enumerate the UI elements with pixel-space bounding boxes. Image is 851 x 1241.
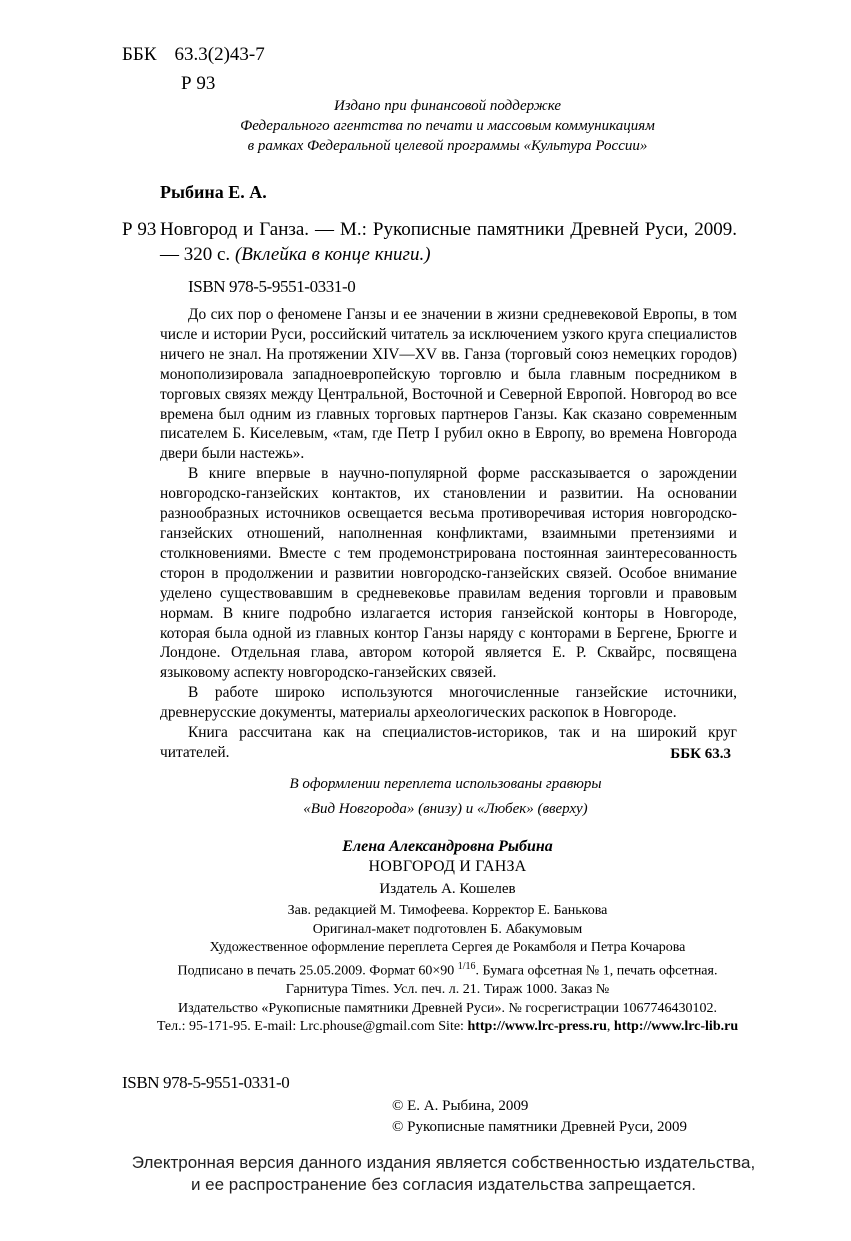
site-link-2[interactable]: http://www.lrc-lib.ru	[613, 1019, 739, 1035]
copyright-line: © Е. А. Рыбина, 2009	[392, 1098, 529, 1114]
insert-note: (Вклейка в конце книги.)	[234, 244, 431, 265]
site-link-1[interactable]: http://www.lrc-press.ru	[467, 1019, 607, 1035]
title-caps: НОВГОРОД И ГАНЗА	[368, 858, 527, 875]
annotation-paragraph: Книга рассчитана как на специалистов-историков, так и на широкий круг читателей.	[160, 724, 737, 761]
isbn-bottom: ISBN 978-5-9551-0331-0	[122, 1073, 290, 1092]
support-line: Издано при финансовой поддержке	[333, 98, 562, 114]
signed-suffix: . Бумага офсетная № 1, печать офсетная.	[475, 963, 718, 979]
support-notice	[0, 96, 851, 156]
publisher-line: Издатель А. Кошелев	[379, 881, 516, 897]
format-fraction: 1/16	[457, 960, 476, 972]
cover-note-line: В оформлении переплета использованы гравюры	[289, 776, 602, 792]
imprint-block	[0, 837, 851, 1037]
signed-line	[22, 958, 851, 981]
author-full-name: Елена Александровна Рыбина	[342, 838, 553, 855]
publishing-house-line: Издательство «Рукописные памятники Древней Руси». № госрегистрации 1067746430102.	[177, 1000, 718, 1016]
electronic-line: Электронная версия данного издания является собственностью издательства,	[131, 1153, 756, 1172]
font-line: Гарнитура Times. Усл. печ. л. 21. Тираж 1000. Заказ №	[285, 982, 610, 998]
copyright-line: © Рукописные памятники Древней Руси, 2009	[392, 1119, 687, 1135]
editor-line: Зав. редакцией М. Тимофеева. Корректор Е. Банькова	[287, 903, 608, 918]
book-title: Новгород и Ганза.	[160, 219, 310, 240]
isbn: ISBN 978-5-9551-0331-0	[188, 277, 356, 296]
cover-note	[0, 772, 851, 822]
signed-prefix: Подписано в печать 25.05.2009. Формат 60×90	[177, 963, 458, 979]
cover-note-line: «Вид Новгорода» (внизу) и «Любек» (вверху)	[303, 801, 588, 817]
annotation	[160, 305, 737, 763]
support-line: в рамках Федеральной целевой программы «Культура России»	[247, 138, 648, 154]
bbk-classification	[122, 44, 283, 66]
annotation-paragraph: До сих пор о феномене Ганзы и ее значении в жизни средневековой Европы, в том числе и истории Руси, российский читатель за исключением узкого круга специалистов ничего не знал. На протяжении XIV—XV вв. Ганза (торговый союз немецких городов) монополизировала западноевропейскую торговлю и была главным посредником в торговых связях между Центральной, Восточной и Северной Европой. Новгород во все времена был одним из главных торговых партнеров Ганзы. Как сказано современным писателем Б. Киселевым, «там, где Петр I рубил окно в Европу, во времена Новгорода двери были настежь».	[160, 306, 737, 463]
site-separator: ,	[606, 1019, 614, 1035]
biblio-mark: Р 93	[122, 219, 157, 240]
layout-line: Оригинал-макет подготовлен Б. Абакумовым	[312, 921, 583, 937]
bbk-label: ББК	[122, 44, 157, 65]
bbk-short: ББК 63.3	[670, 746, 731, 762]
bibliographic-entry	[160, 217, 737, 267]
annotation-paragraph: В книге впервые в научно-популярной форме рассказывается о зарождении новгородско-ганзейских контактов, их становлении и развитии. На основании разнообразных источников освещается весьма противоречивая история новгородско-ганзейских отношений, наполненная конфликтами, взаимными претензиями и столкновениями. Вместе с тем продемонстрирована постоянная заинтересованность сторон в продолжении и развитии новгородско-ганзейских связей. Особое внимание уделено существовавшим в средневековье правилам ведения торговли и правовым нормам. В книге подробно излагается история ганзейской конторы в Новгороде, которая была одной из главных контор Ганзы наряду с конторами в Бергене, Брюгге и Лондоне. Отдельная глава, автором которой является Е. Р. Сквайрс, посвящена языковому аспекту новгородско-ганзейских связей.	[160, 465, 737, 682]
author-heading: Рыбина Е. А.	[160, 182, 267, 202]
site-label: Site:	[434, 1019, 468, 1035]
email-link[interactable]: Lrc.phouse@gmail.com	[299, 1019, 435, 1035]
bbk-code: 63.3(2)43-7	[174, 44, 265, 65]
contacts-line	[22, 1018, 851, 1037]
electronic-line: и ее распространение без согласия издательства запрещается.	[190, 1175, 697, 1194]
electronic-notice	[0, 1152, 851, 1196]
annotation-paragraph: В работе широко используются многочисленные ганзейские источники, древнерусские документы, материалы археологических раскопок в Новгороде.	[160, 684, 737, 722]
design-line: Художественное оформление переплета Сергея де Рокамболя и Петра Кочарова	[209, 940, 686, 956]
author-mark: Р 93	[181, 73, 216, 94]
copyright-block	[392, 1096, 687, 1138]
support-line: Федерального агентства по печати и массовым коммуникациям	[240, 118, 655, 134]
contacts-prefix: Тел.: 95-171-95. E-mail:	[156, 1019, 300, 1035]
publication-details: — М.: Рукописные памятники Древней Руси, 2009. — 320 с.	[160, 219, 737, 265]
